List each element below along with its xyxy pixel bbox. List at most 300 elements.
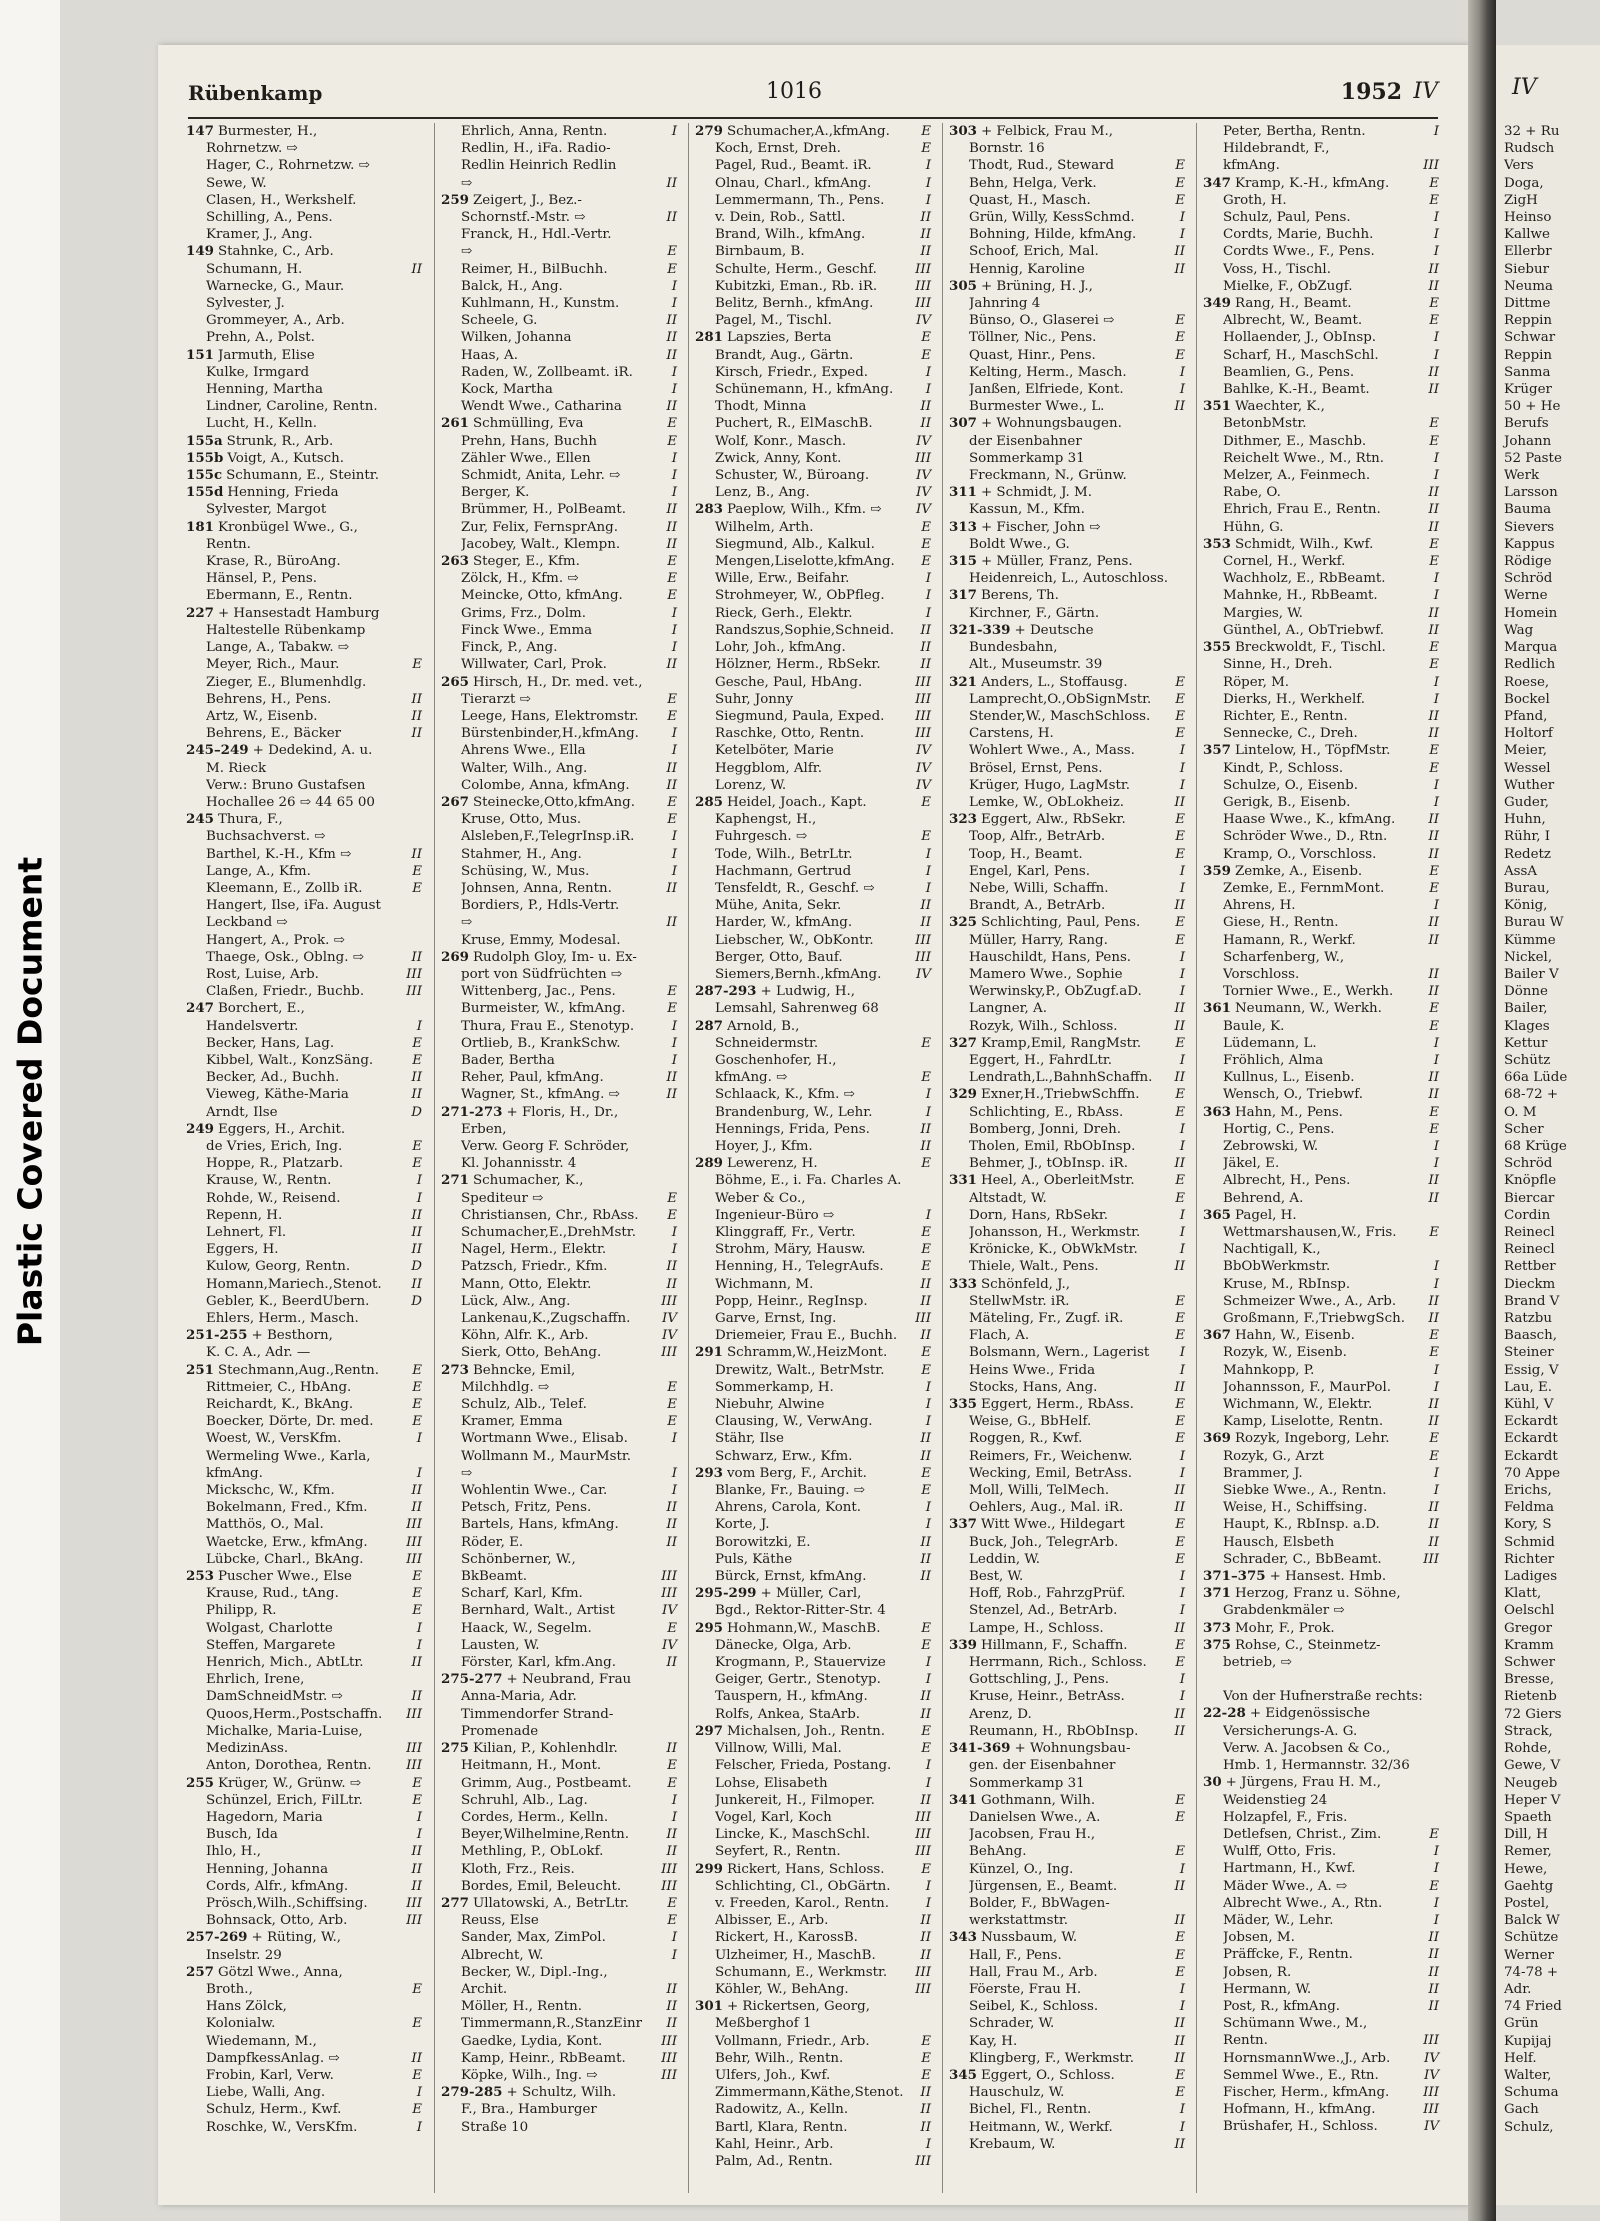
entry-row: [180, 1637, 426, 1654]
entry-row: [435, 1688, 681, 1705]
entry-text: Raschke, Otto, Rentn.: [715, 726, 865, 742]
entry-row: [1197, 467, 1443, 484]
entry-text: Kamp, Liselotte, Rentn.: [1223, 1414, 1384, 1430]
entry-row: [180, 1964, 426, 1981]
entry-row: [180, 347, 426, 364]
entry-text: Rohde, W., Reisend.: [206, 1190, 341, 1206]
floor-marker: I: [1179, 1569, 1185, 1585]
entry-row: [435, 1602, 681, 1619]
house-number: 371–375: [1203, 1568, 1266, 1585]
entry-text: Günthel, A., ObTriebwf.: [1223, 622, 1384, 638]
house-number: 317: [949, 587, 977, 604]
entry-text: + Ludwig, H.,: [760, 984, 856, 1000]
entry-text: Kubitzki, Eman., Rb. iR.: [715, 278, 878, 294]
entry-text: Kramer, J., Ang.: [206, 227, 313, 243]
house-number: 295-299: [695, 1585, 757, 1602]
house-number: 251-255: [186, 1327, 248, 1344]
entry-row: [180, 1327, 426, 1344]
floor-marker: III: [406, 1913, 422, 1929]
entry-row: [943, 415, 1189, 432]
entry-text: Gottschling, J., Pens.: [969, 1672, 1109, 1688]
entry-row: [180, 1207, 426, 1224]
entry-row: [689, 1448, 935, 1465]
floor-marker: I: [1179, 1586, 1185, 1602]
entry-text: Henning, Frieda: [227, 485, 339, 501]
entry-text: de Vries, Erich, Ing.: [206, 1138, 343, 1154]
entry-text: Schumacher,E.,DrehMstr.: [461, 1225, 636, 1240]
entry-row: [943, 1000, 1189, 1017]
entry-text: Danielsen Wwe., A.: [969, 1809, 1101, 1825]
floor-marker: II: [1428, 1087, 1439, 1103]
entry-text: Wohlentin Wwe., Car.: [461, 1483, 608, 1499]
entry-text: Wilhelm, Arth.: [715, 519, 814, 535]
entry-text: Puscher Wwe., Else: [217, 1569, 352, 1585]
entry-row: [435, 1293, 681, 1310]
entry-row: [180, 1396, 426, 1413]
entry-row: [689, 966, 935, 983]
adjacent-line: Gewe, V: [1504, 1758, 1561, 1774]
floor-marker: E: [921, 519, 931, 535]
entry-text: Lamprecht,O.,ObSignMstr.: [969, 691, 1152, 707]
entry-row: [1197, 2032, 1443, 2049]
entry-row: [1197, 1912, 1443, 1929]
floor-marker: I: [671, 1018, 677, 1034]
entry-text: Grimm, Aug., Postbeamt.: [461, 1775, 632, 1791]
floor-marker: III: [661, 2050, 677, 2066]
entry-row: [943, 1035, 1189, 1052]
entry-row: [1197, 1826, 1443, 1843]
adjacent-line: Klages: [1504, 1018, 1550, 1034]
entry-row: [943, 1379, 1189, 1396]
entry-row: [1197, 1241, 1443, 1258]
entry-row: [180, 880, 426, 897]
floor-marker: E: [921, 2033, 931, 2049]
entry-text: Tensfeldt, R., Geschf. ⇨: [715, 880, 875, 896]
entry-text: Mäder Wwe., A. ⇨: [1223, 1878, 1348, 1894]
entry-text: Siegmund, Alb., Kalkul.: [715, 536, 875, 552]
entry-row: [435, 1035, 681, 1052]
entry-text: Stenzel, Ad., BetrArb.: [969, 1603, 1118, 1619]
entry-row: [180, 1224, 426, 1241]
entry-row: [689, 742, 935, 759]
entry-row: [435, 1258, 681, 1275]
floor-marker: II: [411, 1207, 422, 1223]
entry-text: Hans Zölck,: [206, 1999, 287, 2015]
entry-text: Hochallee 26 ⇨ 44 65 00: [206, 794, 375, 810]
entry-text: Prösch,Wilh.,Schiffsing.: [206, 1895, 368, 1911]
floor-marker: E: [412, 1775, 422, 1791]
floor-marker: I: [671, 1947, 677, 1963]
floor-marker: E: [1429, 554, 1439, 570]
entry-text: Carstens, H.: [969, 726, 1054, 742]
floor-marker: III: [915, 726, 931, 742]
entry-row: [180, 570, 426, 587]
entry-text: Versicherungs-A. G.: [1223, 1723, 1358, 1739]
entry-row: [435, 312, 681, 329]
entry-text: Berger, K.: [461, 485, 530, 501]
entry-text: Köpke, Wilh., Ing. ⇨: [461, 2067, 598, 2083]
entry-text: Meßberghof 1: [715, 2016, 812, 2032]
entry-row: [1197, 1448, 1443, 1465]
floor-marker: II: [920, 210, 931, 226]
floor-marker: II: [1428, 605, 1439, 621]
entry-row: [1197, 553, 1443, 570]
entry-row: [435, 622, 681, 639]
entry-row: [435, 2033, 681, 2050]
floor-marker: II: [411, 949, 422, 965]
entry-row: [689, 605, 935, 622]
entry-text: HornsmannWwe.,J., Arb.: [1223, 2050, 1391, 2066]
entry-row: [689, 278, 935, 295]
entry-row: [1197, 914, 1443, 931]
entry-row: [1197, 949, 1443, 966]
entry-text: Wiedemann, M.,: [206, 2033, 317, 2049]
entry-row: [1197, 828, 1443, 845]
floor-marker: E: [412, 1362, 422, 1378]
entry-text: Patzsch, Friedr., Kfm.: [461, 1259, 608, 1275]
entry-text: Inselstr. 29: [206, 1947, 282, 1963]
entry-row: [1197, 1981, 1443, 1998]
floor-marker: II: [411, 1861, 422, 1877]
entry-row: [689, 1430, 935, 1447]
floor-marker: E: [412, 1379, 422, 1395]
floor-marker: II: [1174, 244, 1185, 260]
house-number: 279-285: [441, 2084, 503, 2101]
entry-row: [180, 1379, 426, 1396]
entry-row: [943, 536, 1189, 553]
entry-text: Zähler Wwe., Ellen: [461, 450, 591, 466]
floor-marker: I: [416, 1465, 422, 1481]
entry-row: [943, 1929, 1189, 1946]
entry-text: Von der Hufnerstraße rechts:: [1223, 1689, 1423, 1705]
entry-row: [435, 1809, 681, 1826]
floor-marker: E: [1175, 192, 1185, 208]
entry-text: Borowitzki, E.: [715, 1534, 811, 1550]
entry-text: Grims, Frz., Dolm.: [461, 605, 587, 621]
floor-marker: II: [1428, 1070, 1439, 1086]
house-number: 325: [949, 914, 977, 931]
entry-text: F., Bra., Hamburger: [461, 2102, 597, 2118]
floor-marker: I: [671, 846, 677, 862]
entry-row: [943, 278, 1189, 295]
entry-text: Goschenhofer, H.,: [715, 1052, 837, 1068]
house-number: 367: [1203, 1327, 1231, 1344]
entry-row: [435, 1775, 681, 1792]
entry-text: Schmeizer Wwe., A., Arb.: [1223, 1293, 1397, 1309]
house-number: 151: [186, 346, 214, 363]
floor-marker: E: [412, 1138, 422, 1154]
entry-row: [943, 2015, 1189, 2032]
entry-row: [435, 1465, 681, 1482]
entry-text: Cornel, H., Werkf.: [1223, 554, 1346, 570]
district-roman: IV: [1413, 79, 1438, 104]
entry-row: [689, 467, 935, 484]
floor-marker: II: [920, 1276, 931, 1292]
entry-text: Wichmann, W., Elektr.: [1223, 1397, 1373, 1413]
entry-row: [689, 1912, 935, 1929]
entry-row: [1197, 846, 1443, 863]
entry-text: Hall, F., Pens.: [969, 1947, 1062, 1963]
entry-row: [435, 1138, 681, 1155]
adjacent-line: Werner: [1504, 1947, 1554, 1963]
entry-text: Mahnke, H., RbBeamt.: [1223, 588, 1378, 604]
house-number: 253: [186, 1568, 214, 1585]
entry-text: Jacobsen, Frau H.,: [969, 1827, 1096, 1843]
entry-row: [689, 1792, 935, 1809]
entry-row: [180, 364, 426, 381]
entry-row: [1197, 1499, 1443, 1516]
entry-text: Kuhlmann, H., Kunstm.: [461, 296, 620, 312]
house-number: 283: [695, 501, 723, 518]
entry-row: [689, 1775, 935, 1792]
floor-marker: D: [411, 1259, 422, 1275]
entry-row: [689, 2050, 935, 2067]
entry-text: Lorenz, W.: [715, 777, 787, 793]
floor-marker: I: [925, 1517, 931, 1533]
adjacent-line: Kory, S: [1504, 1517, 1552, 1533]
entry-row: [1197, 1310, 1443, 1327]
entry-text: Tauspern, H., kfmAng.: [715, 1689, 868, 1705]
floor-marker: II: [1174, 399, 1185, 415]
entry-text: Neumann, W., Werkh.: [1234, 1001, 1382, 1017]
entry-row: [1197, 2015, 1443, 2032]
floor-marker: I: [1433, 1138, 1439, 1154]
entry-row: [435, 1534, 681, 1551]
floor-marker: II: [1174, 1379, 1185, 1395]
adjacent-line: Klatt,: [1504, 1586, 1542, 1602]
floor-marker: II: [411, 1070, 422, 1086]
entry-row: [689, 1018, 935, 1035]
entry-row: [435, 777, 681, 794]
floor-marker: II: [1174, 1156, 1185, 1172]
entry-text: Quast, Hinr., Pens.: [969, 347, 1096, 363]
floor-marker: E: [1175, 2085, 1185, 2101]
entry-text: Gerigk, B., Eisenb.: [1223, 794, 1351, 810]
adjacent-line: 50 + He: [1504, 399, 1561, 415]
entry-text: Hangert, A., Prok. ⇨: [206, 932, 345, 948]
entry-text: Lemmermann, Th., Pens.: [715, 192, 885, 208]
floor-marker: I: [671, 382, 677, 398]
floor-marker: II: [1428, 382, 1439, 398]
entry-text: Behrend, A.: [1223, 1190, 1304, 1206]
entry-text: Rickert, Hans, Schloss.: [726, 1861, 885, 1877]
entry-text: Jarmuth, Elise: [217, 347, 315, 363]
floor-marker: II: [1428, 1534, 1439, 1550]
entry-row: [1197, 605, 1443, 622]
floor-marker: I: [416, 1827, 422, 1843]
house-number: 245: [186, 811, 214, 828]
entry-text: Popp, Heinr., RegInsp.: [715, 1293, 868, 1309]
floor-marker: I: [1179, 1689, 1185, 1705]
page-header: [188, 75, 1438, 119]
entry-row: [180, 519, 426, 536]
entry-row: [689, 863, 935, 880]
entry-row: [180, 691, 426, 708]
floor-marker: I: [671, 605, 677, 621]
floor-marker: I: [1179, 966, 1185, 982]
floor-marker: II: [1174, 1070, 1185, 1086]
entry-row: [1197, 501, 1443, 518]
entry-text: Mohr, F., Prok.: [1234, 1620, 1335, 1636]
entry-text: Lintelow, H., TöpfMstr.: [1234, 743, 1391, 759]
floor-marker: E: [667, 1207, 677, 1223]
floor-marker: I: [925, 158, 931, 174]
entry-text: Kibbel, Walt., KonzSäng.: [206, 1052, 374, 1068]
entry-row: [943, 226, 1189, 243]
entry-text: Röder, E.: [461, 1534, 524, 1550]
entry-row: [1197, 1018, 1443, 1035]
entry-text: Lampe, H., Schloss.: [969, 1620, 1104, 1636]
entry-row: [943, 1207, 1189, 1224]
entry-text: Steinecke,Otto,kfmAng.: [472, 794, 636, 810]
entry-row: [1197, 1430, 1443, 1447]
entry-row: [1197, 1620, 1443, 1637]
entry-text: Sylvester, J.: [206, 296, 285, 312]
adjacent-line: Richter: [1504, 1551, 1555, 1567]
entry-row: [689, 1516, 935, 1533]
floor-marker: III: [915, 2153, 931, 2169]
floor-marker: II: [666, 915, 677, 931]
entry-row: [1197, 1121, 1443, 1138]
entry-text: Kelting, Herm., Masch.: [969, 364, 1127, 380]
entry-row: [435, 1104, 681, 1121]
entry-row: [689, 828, 935, 845]
entry-row: [943, 1344, 1189, 1361]
floor-marker: II: [920, 2102, 931, 2118]
floor-marker: II: [920, 2119, 931, 2135]
entry-text: + Jürgens, Frau H. M.,: [1225, 1775, 1381, 1791]
entry-text: Ebermann, E., Rentn.: [206, 588, 353, 604]
entry-row: [1197, 570, 1443, 587]
entry-text: Schüsing, W., Mus.: [461, 863, 590, 879]
entry-text: + Schmidt, J. M.: [980, 485, 1092, 501]
entry-text: Hangert, Ilse, iFa. August: [206, 898, 381, 914]
floor-marker: II: [920, 1569, 931, 1585]
adjacent-line: Bockel: [1504, 691, 1550, 707]
floor-marker: II: [411, 708, 422, 724]
entry-text: Scheele, G.: [461, 313, 538, 329]
entry-text: Reimers, Fr., Weichenw.: [969, 1448, 1133, 1464]
entry-text: werkstattmstr.: [969, 1913, 1069, 1929]
entry-text: Zieger, E., Blumenhdlg.: [206, 674, 367, 690]
floor-marker: I: [1433, 777, 1439, 793]
entry-text: + Müller, Franz, Pens.: [980, 554, 1133, 570]
entry-row: [1197, 1998, 1443, 2015]
floor-marker: II: [666, 1517, 677, 1533]
floor-marker: IV: [662, 1637, 677, 1653]
entry-text: Haltestelle Rübenkamp: [206, 622, 366, 638]
entry-text: + Rickertsen, Georg,: [726, 1999, 870, 2015]
entry-row: [1197, 2067, 1443, 2084]
entry-text: Meincke, Otto, kfmAng.: [461, 588, 623, 604]
entry-text: Hartmann, H., Kwf.: [1223, 1861, 1356, 1877]
floor-marker: III: [1423, 2084, 1439, 2100]
entry-text: Lohr, Joh., kfmAng.: [715, 640, 846, 656]
entry-row: [180, 1069, 426, 1086]
entry-text: Haas, A.: [461, 347, 518, 363]
floor-marker: II: [1428, 364, 1439, 380]
entry-text: Wettmarshausen,W., Fris.: [1223, 1225, 1397, 1240]
entry-text: Siebke Wwe., A., Rentn.: [1223, 1483, 1387, 1499]
floor-marker: II: [920, 622, 931, 638]
floor-marker: I: [1433, 1379, 1439, 1395]
adjacent-line: AssA: [1504, 863, 1538, 879]
entry-row: [689, 1207, 935, 1224]
floor-marker: E: [412, 880, 422, 896]
entry-row: [1197, 140, 1443, 157]
entry-text: Schulz, Alb., Telef.: [461, 1397, 587, 1413]
entry-row: [435, 1172, 681, 1189]
entry-row: [943, 605, 1189, 622]
floor-marker: III: [1423, 2102, 1439, 2118]
entry-row: [180, 1035, 426, 1052]
entry-row: [180, 674, 426, 691]
floor-marker: II: [666, 657, 677, 673]
floor-marker: II: [666, 330, 677, 346]
floor-marker: I: [1179, 1345, 1185, 1361]
house-number: 285: [695, 793, 723, 810]
entry-text: Krase, R., BüroAng.: [206, 554, 341, 570]
house-number: 245–249: [186, 742, 249, 759]
entry-row: [689, 1258, 935, 1275]
entry-row: [180, 708, 426, 725]
entry-row: [435, 1826, 681, 1843]
floor-marker: I: [1179, 1672, 1185, 1688]
floor-marker: II: [666, 777, 677, 793]
adjacent-line: Helf.: [1504, 2050, 1537, 2066]
adjacent-line: O. M: [1504, 1104, 1537, 1120]
floor-marker: E: [667, 708, 677, 724]
entry-text: Hennings, Frida, Pens.: [715, 1121, 870, 1137]
entry-text: Geiger, Gertr., Stenotyp.: [715, 1672, 881, 1688]
entry-row: [943, 622, 1189, 639]
floor-marker: E: [1175, 1173, 1185, 1189]
house-number: 321: [949, 673, 977, 690]
house-number: 365: [1203, 1206, 1231, 1223]
entry-text: Kruse, Otto, Mus.: [461, 812, 582, 828]
floor-marker: IV: [916, 502, 931, 518]
entry-text: Lück, Alw., Ang.: [461, 1293, 571, 1309]
entry-text: Lemsahl, Sahrenweg 68: [715, 1001, 879, 1017]
entry-text: Wagner, St., kfmAng. ⇨: [461, 1087, 620, 1103]
floor-marker: E: [412, 1569, 422, 1585]
entry-text: Dierks, H., Werkhelf.: [1223, 691, 1365, 707]
floor-marker: II: [1428, 932, 1439, 948]
entry-row: [180, 1138, 426, 1155]
entry-text: Berger, Otto, Bauf.: [715, 949, 843, 965]
entry-row: [435, 725, 681, 742]
entry-row: [435, 1121, 681, 1138]
adjacent-line: Ellerbr: [1504, 244, 1552, 260]
entry-row: [435, 398, 681, 415]
entry-text: Zemke, E., FernmMont.: [1223, 880, 1385, 896]
floor-marker: II: [666, 1999, 677, 2015]
entry-row: [180, 1809, 426, 1826]
entry-text: Heidel, Joach., Kapt.: [726, 794, 867, 810]
floor-marker: II: [411, 691, 422, 707]
entry-row: [1197, 1551, 1443, 1568]
floor-marker: I: [671, 1052, 677, 1068]
entry-row: [435, 846, 681, 863]
entry-text: Bürck, Ernst, kfmAng.: [715, 1569, 867, 1585]
entry-row: [689, 1310, 935, 1327]
entry-text: Randszus,Sophie,Schneid.: [715, 622, 895, 638]
floor-marker: E: [667, 554, 677, 570]
entry-text: Weidenstieg 24: [1223, 1792, 1328, 1808]
entry-text: BbObWerkmstr.: [1223, 1259, 1331, 1275]
entry-text: Jobsen, R.: [1223, 1964, 1292, 1980]
floor-marker: E: [1429, 880, 1439, 896]
